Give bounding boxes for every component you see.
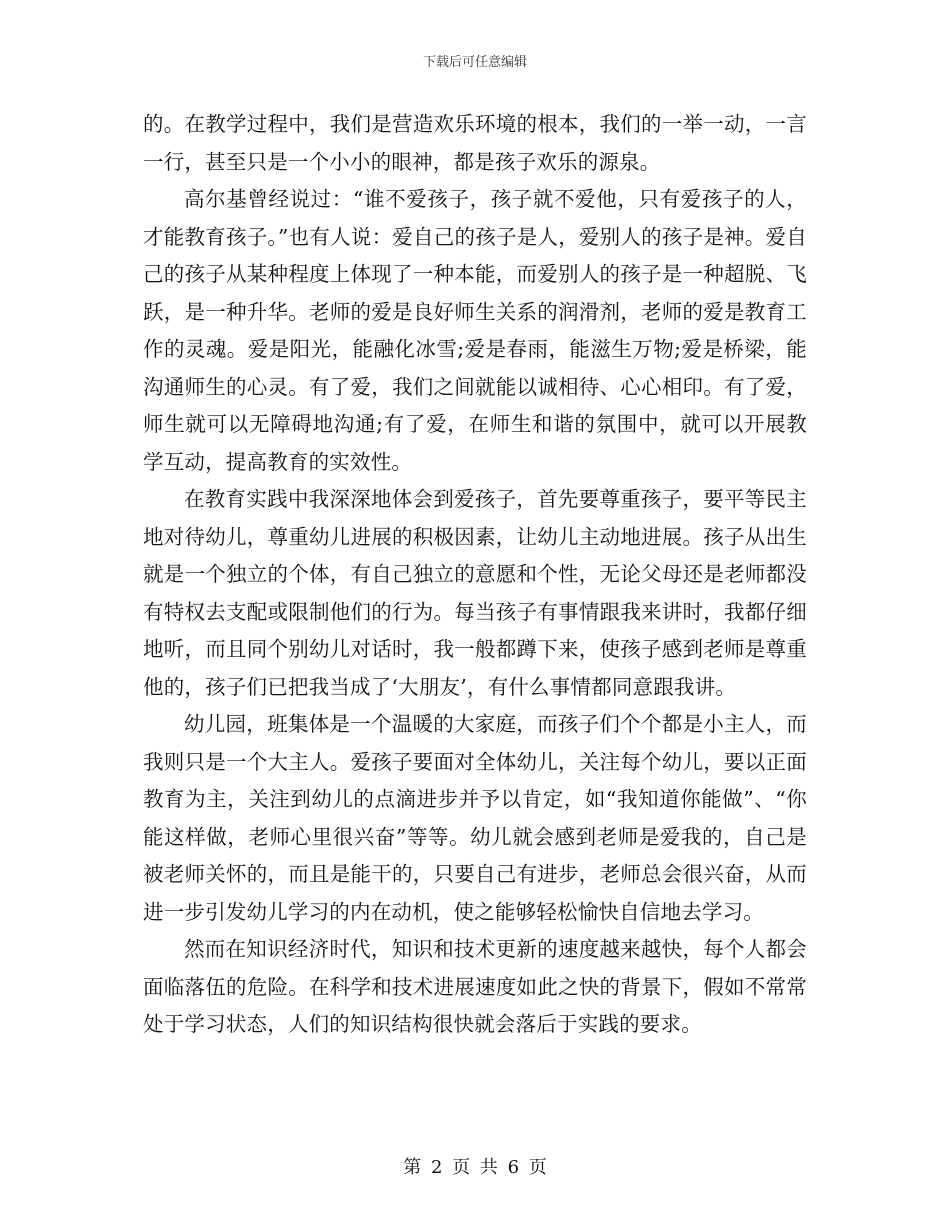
paragraph-gorky-quote: 高尔基曾经说过：“谁不爱孩子，孩子就不爱他，只有爱孩子的人，才能教育孩子。”也有人说：爱自己的孩子是人，爱别人的孩子是神。爱自己的孩子从某种程度上体现了一种本能，而爱别人的孩子是一种超脱、飞跃，是一种升华。老师的爱是良好师生关系的润滑剂，老师的爱是教育工作的灵魂。爱是阳光，能融化冰雪;爱是春雨，能滋生万物;爱是桥梁，能沟通师生的心灵。有了爱，我们之间就能以诚相待、心心相印。有了爱，师生就可以无障碍地沟通;有了爱，在师生和谐的氛围中，就可以开展教学互动，提高教育的实效性。 — [143, 187, 807, 474]
document-body — [143, 106, 807, 1044]
paragraph-kindergarten-family: 幼儿园，班集体是一个温暖的大家庭，而孩子们个个都是小主人，而我则只是一个大主人。爱孩子要面对全体幼儿，关注每个幼儿，要以正面教育为主，关注到幼儿的点滴进步并予以肯定，如“我知道你能做”、“你能这样做，老师心里很兴奋”等等。幼儿就会感到老师是爱我的，自己是被老师关怀的，而且是能干的，只要自己有进步，老师总会很兴奋，从而进一步引发幼儿学习的内在动机，使之能够轻松愉快自信地去学习。 — [143, 712, 807, 924]
page-number-footer: 第 2 页 共 6 页 — [403, 1157, 547, 1178]
paragraph-continuation: 的。在教学过程中，我们是营造欢乐环境的根本，我们的一举一动，一言一行，甚至只是一个小小的眼神，都是孩子欢乐的源泉。 — [143, 112, 807, 174]
paragraph-respect-children: 在教育实践中我深深地体会到爱孩子，首先要尊重孩子，要平等民主地对待幼儿，尊重幼儿进展的积极因素，让幼儿主动地进展。孩子从出生就是一个独立的个体，有自己独立的意愿和个性，无论父母还是老师都没有特权去支配或限制他们的行为。每当孩子有事情跟我来讲时，我都仔细地听，而且同个别幼儿对话时，我一般都蹲下来，使孩子感到老师是尊重他的，孩子们已把我当成了‘大朋友’，有什么事情都同意跟我讲。 — [143, 487, 807, 699]
page-header-note: 下载后可任意编辑 — [422, 55, 527, 70]
paragraph-knowledge-economy: 然而在知识经济时代，知识和技术更新的速度越来越快，每个人都会面临落伍的危险。在科学和技术进展速度如此之快的背景下，假如不常常处于学习状态，人们的知识结构很快就会落后于实践的要求。 — [143, 937, 807, 1036]
